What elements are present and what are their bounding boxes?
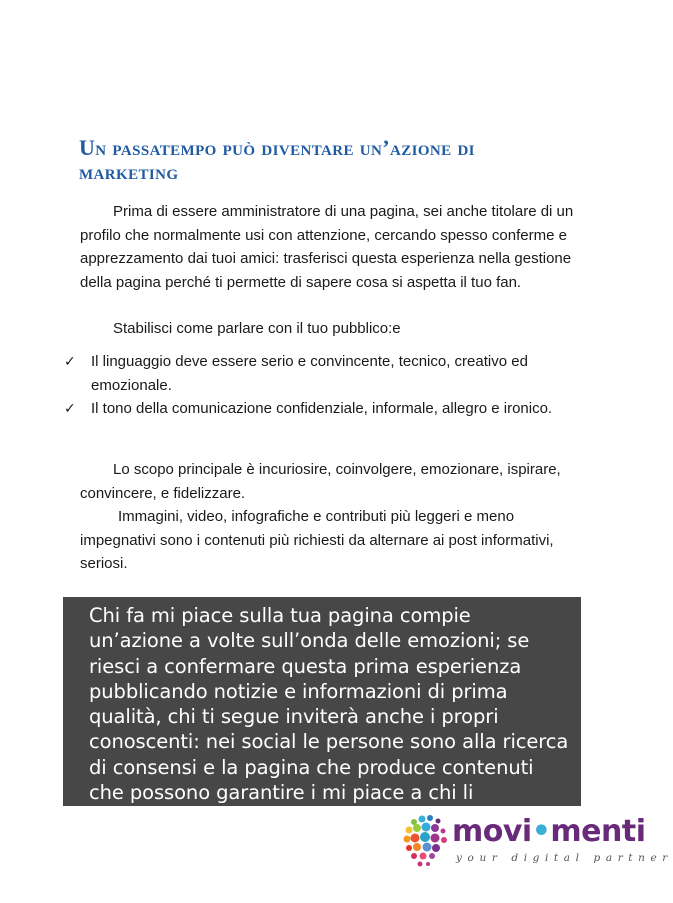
audience-paragraph: Stabilisci come parlare con il tuo pubblico:e <box>113 320 401 337</box>
quote-box <box>63 597 581 830</box>
intro-paragraph: Prima di essere amministratore di una pagina, sei anche titolare di un profilo che normalmente usi con attenzione, cercando spesso conferme e apprezzamento dai tuoi amici: trasferisci questa esperienza nella gestione della pagina perché ti permette di sapere cosa si aspetta il tuo fan. <box>80 203 574 291</box>
content-paragraph: Immagini, video, infografiche e contributi più leggeri e meno impegnativi sono i contenuti più richiesti da alternare ai post informativi, seriosi. <box>80 508 554 572</box>
logo-dot: • <box>531 814 551 849</box>
checklist-item <box>64 350 584 397</box>
movimenti-logo <box>400 812 673 872</box>
quote-text: Chi fa mi piace sulla tua pagina compie un’azione a volte sull’onda delle emozioni; se riesci a confermare questa prima esperienza pubblicando notizie e informazioni di prima qualità, chi ti segue inviterà anche i propri conoscenti: nei social le persone sono alla ricerca di consensi e la pagina che produce contenuti che possono garantire i mi piace a chi li condivide avrà presto successo. <box>89 604 569 830</box>
colorful-dots-logo-icon <box>400 812 450 872</box>
section-title: Un passatempo può diventare un’azione di marketing <box>79 135 475 184</box>
goal-paragraph: Lo scopo principale è incuriosire, coinvolgere, emozionare, ispirare, convincere, e fidelizzare. <box>80 461 561 502</box>
logo-tagline: your digital partner <box>456 852 673 864</box>
checklist-item-text: Il tono della comunicazione confidenziale, informale, allegro e ironico. <box>91 400 553 417</box>
checklist <box>64 350 584 421</box>
checkmark-icon: ✓ <box>64 400 76 416</box>
checkmark-icon: ✓ <box>64 353 76 369</box>
checklist-item <box>64 397 584 421</box>
logo-word-part1: movi <box>452 814 532 849</box>
logo-word-part2: menti <box>550 814 646 849</box>
checklist-item-text: Il linguaggio deve essere serio e convincente, tecnico, creativo ed emozionale. <box>91 353 528 394</box>
logo-wordmark <box>452 815 646 849</box>
